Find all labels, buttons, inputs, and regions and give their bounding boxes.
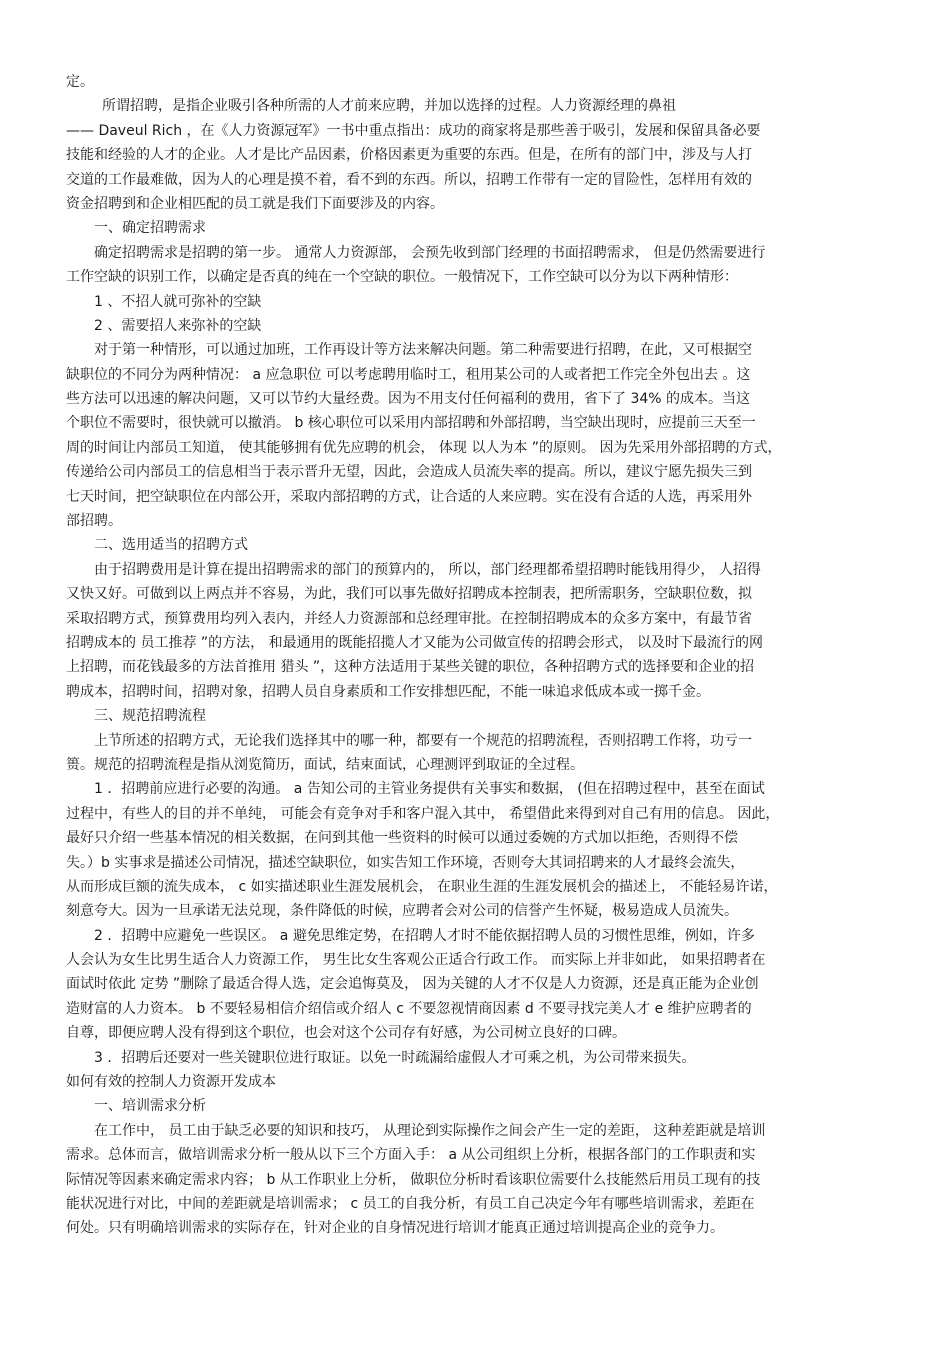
text-line: 招聘成本的 员工推荐 ”的方法， 和最通用的既能招揽人才又能为公司做宣传的招聘会形式， 以及时下最流行的网 <box>66 634 764 651</box>
text-line: 过程中，有些人的目的并不单纯， 可能会有竞争对手和客户混入其中， 希望借此来得到对自己有用的信息。 因此， <box>66 805 780 822</box>
text-line: 篑。规范的招聘流程是指从浏览简历，面试，结束面试，心理测评到取证的全过程。 <box>66 756 584 773</box>
text-line: 采取招聘方式，预算费用均列入表内，并经人力资源部和总经理审批。在控制招聘成本的众多方案中，有最节省 <box>66 610 752 627</box>
text-line: —— Daveul Rich ，在《人力资源冠军》一书中重点指出：成功的商家将是那些善于吸引，发展和保留具备必要 <box>66 122 761 139</box>
text-line: 1 ．招聘前应进行必要的沟通。 a 告知公司的主管业务提供有关事实和数据， (但在招聘过程中，甚至在面试 <box>94 781 765 798</box>
text-line: 确定招聘需求是招聘的第一步。 通常人力资源部， 会预先收到部门经理的书面招聘需求， 但是仍然需要进行 <box>94 244 766 261</box>
text-line: 技能和经验的人才的企业。人才是比产品因素，价格因素更为重要的东西。但是，在所有的部门中，涉及与人打 <box>66 147 752 164</box>
text-line: 何处。只有明确培训需求的实际存在，针对企业的自身情况进行培训才能真正通过培训提高企业的竞争力。 <box>66 1220 724 1237</box>
text-line: 造财富的人力资本。 b 不要轻易相信介绍信或介绍人 c 不要忽视情商因素 d 不要寻找完美人才 e 维护应聘者的 <box>66 1000 752 1017</box>
text-line: 际情况等因素来确定需求内容； b 从工作职业上分析， 做职位分析时看该职位需要什么技能然后用员工现有的技 <box>66 1171 761 1188</box>
text-line: 周的时间让内部员工知道， 使其能够拥有优先应聘的机会， 体现 以人为本 ”的原则。 因为先采用外部招聘的方式， <box>66 439 782 456</box>
text-line: 由于招聘费用是计算在提出招聘需求的部门的预算内的， 所以，部门经理都希望招聘时能钱用得少， 人招得 <box>94 561 761 578</box>
text-line: 工作空缺的识别工作，以确定是否真的纯在一个空缺的职位。一般情况下，工作空缺可以分为以下两种情形： <box>66 269 738 286</box>
text-line: 自尊，即便应聘人没有得到这个职位，也会对这个公司存有好感，为公司树立良好的口碑。 <box>66 1025 626 1042</box>
document-heading: 如何有效的控制人力资源开发成本 <box>66 1074 276 1091</box>
text-line: 所谓招聘，是指企业吸引各种所需的人才前来应聘，并加以选择的过程。人力资源经理的鼻祖 <box>102 98 676 115</box>
text-line: 上招聘，而花钱最多的方法首推用 猎头 ”，这种方法适用于某些关键的职位，各种招聘方式的选择要和企业的招 <box>66 659 755 676</box>
text-line: 3 ．招聘后还要对一些关键职位进行取证。以免一时疏漏给虚假人才可乘之机，为公司带来损失。 <box>94 1049 696 1066</box>
section-heading: 二、选用适当的招聘方式 <box>94 537 248 554</box>
text-line: 又快又好。可做到以上两点并不容易，为此，我们可以事先做好招聘成本控制表，把所需职务，空缺职位数，拟 <box>66 586 752 603</box>
text-line: 定。 <box>66 74 94 90</box>
text-line: 上节所述的招聘方式，无论我们选择其中的哪一种，都要有一个规范的招聘流程，否则招聘工作将，功亏一 <box>94 732 752 749</box>
text-line: 对于第一种情形，可以通过加班，工作再设计等方法来解决问题。第二种需要进行招聘，在此，又可根据空 <box>94 342 752 359</box>
text-line: 聘成本，招聘时间，招聘对象，招聘人员自身素质和工作安排想匹配，不能一味追求低成本或一掷千金。 <box>66 683 710 700</box>
text-line: 人会认为女生比男生适合人力资源工作， 男生比女生客观公正适合行政工作。 而实际上并非如此， 如果招聘者在 <box>66 952 766 969</box>
list-item: 1 、不招人就可弥补的空缺 <box>94 293 262 310</box>
text-line: 刻意夸大。因为一旦承诺无法兑现，条件降低的时候，应聘者会对公司的信誉产生怀疑，极易造成人员流失。 <box>66 903 738 920</box>
text-line: 最好只介绍一些基本情况的相关数据，在问到其他一些资料的时候可以通过委婉的方式加以拒绝，否则得不偿 <box>66 830 738 847</box>
text-line: 些方法可以迅速的解决问题，又可以节约大量经费。因为不用支付任何福利的费用，省下了 34% 的成本。当这 <box>66 391 751 408</box>
list-item: 2 、需要招人来弥补的空缺 <box>94 317 262 334</box>
text-line: 从而形成巨额的流失成本， c 如实描述职业生涯发展机会， 在职业生涯的生涯发展机会的描述上， 不能轻易许诺， <box>66 878 778 895</box>
text-line: 个职位不需要时，很快就可以撤消。 b 核心职位可以采用内部招聘和外部招聘，当空缺出现时，应提前三天至一 <box>66 415 756 432</box>
section-heading: 一、确定招聘需求 <box>94 220 206 237</box>
text-line: 失。）b 实事求是描述公司情况，描述空缺职位，如实告知工作环境，否则夸大其词招聘来的人才最终会流失， <box>66 854 745 871</box>
text-line: 七天时间，把空缺职位在内部公开，采取内部招聘的方式，让合适的人来应聘。实在没有合适的人选，再采用外 <box>66 488 752 505</box>
text-line: 缺职位的不同分为两种情况： a 应急职位 可以考虑聘用临时工，租用某公司的人或者把工作完全外包出去 。这 <box>66 366 751 383</box>
text-line: 资金招聘到和企业相匹配的员工就是我们下面要涉及的内容。 <box>66 195 444 212</box>
text-line: 2 ．招聘中应避免一些误区。 a 避免思维定势，在招聘人才时不能依据招聘人员的习惯性思维，例如，许多 <box>94 927 755 944</box>
text-line: 面试时依此 定势 ”删除了最适合得人选，定会追悔莫及， 因为关键的人才不仅是人力资源，还是真正能为企业创 <box>66 976 759 993</box>
section-heading: 三、规范招聘流程 <box>94 708 206 725</box>
section-heading: 一、培训需求分析 <box>94 1098 206 1115</box>
text-line: 在工作中， 员工由于缺乏必要的知识和技巧， 从理论到实际操作之间会产生一定的差距， 这种差距就是培训 <box>94 1122 766 1139</box>
text-line: 传递给公司内部员工的信息相当于表示晋升无望，因此，会造成人员流失率的提高。所以，建议宁愿先损失三到 <box>66 464 752 481</box>
text-line: 交道的工作最难做，因为人的心理是摸不着，看不到的东西。所以，招聘工作带有一定的冒险性，怎样用有效的 <box>66 171 752 188</box>
text-line: 部招聘。 <box>66 513 122 530</box>
text-line: 能状况进行对比，中间的差距就是培训需求； c 员工的自我分析，有员工自己决定今年有哪些培训需求，差距在 <box>66 1195 755 1212</box>
text-line: 需求。总体而言，做培训需求分析一般从以下三个方面入手： a 从公司组织上分析，根据各部门的工作职责和实 <box>66 1147 756 1164</box>
